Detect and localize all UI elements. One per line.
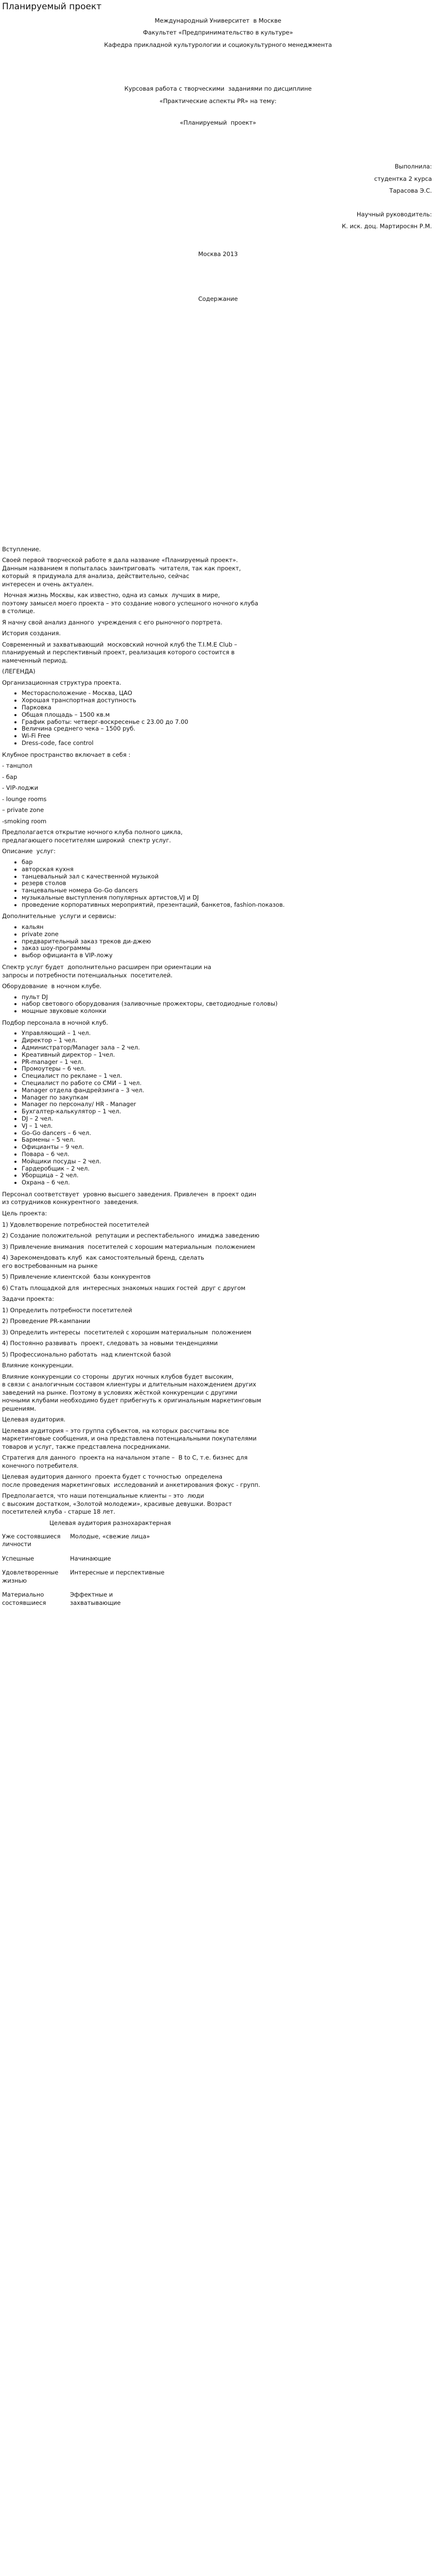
list-item: • Специалист по рекламе – 1 чел. xyxy=(22,1073,434,1080)
task-item: 1) Определить потребности посетителей xyxy=(2,1306,132,1314)
task-item: 4) Постоянно развивать проект, следовать за новыми тенденциями xyxy=(2,1340,218,1347)
space-item: - VIP-лоджи xyxy=(2,784,39,792)
goal-item: 6) Стать площадкой для интересных знакомых наших гостей друг с другом xyxy=(2,1284,246,1292)
table-row xyxy=(2,1566,218,1588)
goal-item: 4) Зарекомендовать клуб как самостоятельный бренд, сделать его востребованным на рынке xyxy=(2,1254,204,1269)
list-item: • пульт DJ xyxy=(22,994,434,1001)
list-item: • Wi-Fi Free xyxy=(22,733,434,740)
services-section xyxy=(2,848,434,908)
task-item: 5) Профессионально работать над клиентской базой xyxy=(2,1350,171,1358)
list-item: • Директор – 1 чел. xyxy=(22,1037,434,1044)
list-item: • Manager отдела фандрейзинга – 3 чел. xyxy=(22,1087,434,1094)
list-item: • PR-manager – 1 чел. xyxy=(22,1059,434,1066)
work-topic: «Планируемый проект» xyxy=(180,118,256,126)
intro-paragraph: Своей первой творческой работе я дала название «Планируемый проект». Данным названием я попыталась заинтриговать читателя, так как проект, который я придумала для анализа, действительно, сейчас интересен и очень актуален. xyxy=(2,556,241,588)
document-title: Планируемый проект xyxy=(2,2,102,12)
table-cell: Эффектные и захватывающие xyxy=(70,1591,121,1606)
contents-heading: Содержание xyxy=(198,295,238,303)
competitors-text: Влияние конкуренции со стороны других ночных клубов будет высоким, в связи с аналогичным составом клиентуры и длительным нахождением других заведений на рынке. Поэтому в условиях жёсткой конкуренции с другими ночными клубами необходимо будет прибегнуть к оригинальным маркетинговым решениям. xyxy=(2,1372,261,1412)
university-name: Международный Университет в Москве xyxy=(154,16,282,24)
goal-item: 1) Удовлетворение потребностей посетителей xyxy=(2,1221,149,1228)
list-item: • График работы: четверг-воскресенье с 23.00 до 7.00 xyxy=(22,719,434,726)
space-item: -smoking room xyxy=(2,817,47,825)
space-item: - танцпол xyxy=(2,762,32,770)
table-row xyxy=(2,1552,218,1566)
title-page xyxy=(2,17,434,258)
list-item: • Уборщица – 2 чел. xyxy=(22,1172,434,1179)
goal-item: 2) Создание положительной репутации и респектабельного имиджа заведению xyxy=(2,1232,259,1240)
intro-paragraph: Я начну свой анализ данного учреждения с его рыночного портрета. xyxy=(2,618,222,626)
intro-section xyxy=(2,546,434,627)
history-text: Современный и захватывающий московский ночной клуб the T.I.M.E Club – планируемый и перспективный проект, реализация которого состоится в намеченный период. xyxy=(2,640,237,664)
staff-list xyxy=(2,1030,434,1187)
extra-services-list xyxy=(2,924,434,959)
org-structure-list xyxy=(2,690,434,747)
goals-section xyxy=(2,1210,434,1292)
table-cell: Успешные xyxy=(2,1554,34,1562)
competitors-heading: Влияние конкуренции. xyxy=(2,1362,74,1369)
list-item: • Управляющий – 1 чел. xyxy=(22,1030,434,1037)
list-item: • Гардеробщик – 2 чел. xyxy=(22,1165,434,1173)
list-item: • Промоутеры – 6 чел. xyxy=(22,1065,434,1073)
audience-table-title: Целевая аудитория разнохарактерная xyxy=(49,1519,171,1527)
list-item: • танцевальный зал с качественной музыкой xyxy=(22,873,434,880)
list-item: • Официанты – 9 чел. xyxy=(22,1144,434,1151)
space-item: – private zone xyxy=(2,806,44,814)
list-item: • Manager по персоналу/ HR - Manager xyxy=(22,1101,434,1108)
staff-heading: Подбор персонала в ночной клуб. xyxy=(2,1019,108,1026)
services-heading: Описание услуг: xyxy=(2,848,56,855)
list-item: • заказ шоу-программы xyxy=(22,945,434,952)
table-cell: Молодые, «свежие лица» xyxy=(70,1532,150,1540)
list-item: • Мойщики посуды – 2 чел. xyxy=(22,1158,434,1165)
list-item: • Администратор/Manager зала – 2 чел. xyxy=(22,1044,434,1052)
services-list xyxy=(2,859,434,909)
supervisor-label: Научный руководитель: xyxy=(356,210,432,218)
list-item: • Повара – 6 чел. xyxy=(22,1151,434,1158)
audience-section xyxy=(2,1416,434,1610)
list-item: • резерв столов xyxy=(22,880,434,887)
list-item: • кальян xyxy=(22,924,434,931)
list-item: • private zone xyxy=(22,931,434,938)
audience-text: Предполагается, что наши потенциальные клиенты – это люди с высоким достатком, «Золотой молодежи», красивые девушки. Возраст посетителей клуба - старше 18 лет. xyxy=(2,1492,232,1516)
list-item: • DJ – 2 чел. xyxy=(22,1115,434,1123)
list-item: • бар xyxy=(22,859,434,866)
list-item: • Manager по закупкам xyxy=(22,1094,434,1101)
list-item: • Величина среднего чека – 1500 руб. xyxy=(22,725,434,733)
spectrum-note: Спектр услуг будет дополнительно расширен при ориентации на запросы и потребности потенциальных посетителей. xyxy=(2,963,212,979)
work-discipline: «Практические аспекты PR» на тему: xyxy=(159,97,277,105)
list-item: • Охрана – 6 чел. xyxy=(22,1179,434,1187)
list-item: • авторская кухня xyxy=(22,866,434,873)
space-item: - бар xyxy=(2,773,18,781)
list-item: • музыкальные выступления популярных артистов,VJ и DJ xyxy=(22,894,434,902)
list-item: • набор светового оборудования (заливочные прожекторы, светодиодные головы) xyxy=(22,1001,434,1008)
table-cell: Уже состоявшиеся личности xyxy=(2,1532,61,1548)
list-item: • Общая площадь – 1500 кв.м xyxy=(22,711,434,719)
table-cell: Начинающие xyxy=(70,1554,111,1562)
department-name: Кафедра прикладной культурологии и социокультурного менеджмента xyxy=(104,41,332,48)
space-note: Предполагается открытие ночного клуба полного цикла, предлагающего посетителям широкий спектр услуг. xyxy=(2,828,183,844)
org-structure-heading: Организационная структура проекта. xyxy=(2,679,121,686)
task-item: 3) Определить интересы посетителей с хорошим материальным положением xyxy=(2,1328,252,1336)
faculty-name: Факультет «Предпринимательство в культуре» xyxy=(143,29,293,37)
list-item: • Парковка xyxy=(22,704,434,711)
audience-table xyxy=(2,1530,218,1611)
extra-services-heading: Дополнительные услуги и сервисы: xyxy=(2,912,116,920)
list-item: • Бухгалтер-калькулятор – 1 чел. xyxy=(22,1108,434,1115)
document xyxy=(0,1,436,1610)
table-row xyxy=(2,1588,218,1610)
work-type: Курсовая работа с творческими заданиями по дисциплине xyxy=(124,85,312,93)
list-item: • Креативный директор – 1чел. xyxy=(22,1052,434,1059)
space-section xyxy=(2,751,434,845)
tasks-heading: Задачи проекта: xyxy=(2,1295,54,1303)
history-section xyxy=(2,630,434,676)
list-item: • VJ – 1 чел. xyxy=(22,1123,434,1130)
author-course: студентка 2 курса xyxy=(374,175,432,182)
goal-item: 5) Привлечение клиентской базы конкурентов xyxy=(2,1273,151,1281)
org-structure-section xyxy=(2,679,434,747)
staff-note: Персонал соответствует уровню высшего заведения. Привлечен в проект один из сотрудников конкурентного заведения. xyxy=(2,1190,256,1206)
tasks-section xyxy=(2,1295,434,1359)
space-heading: Клубное пространство включает в себя : xyxy=(2,751,131,758)
list-item: • Бармены – 5 чел. xyxy=(22,1137,434,1144)
list-item: • Go-Go dancers – 6 чел. xyxy=(22,1130,434,1137)
audience-text: Стратегия для данного проекта на начальном этапе – B to C, т.е. бизнес для конечного потребителя. xyxy=(2,1454,248,1469)
list-item: • предварительный заказ треков ди-джею xyxy=(22,938,434,945)
goals-heading: Цель проекта: xyxy=(2,1210,47,1217)
table-cell: Интересные и перспективные xyxy=(70,1569,165,1577)
equipment-section xyxy=(2,982,434,1015)
list-item: • мощные звуковые колонки xyxy=(22,1008,434,1015)
audience-heading: Целевая аудитория. xyxy=(2,1416,66,1423)
staff-section xyxy=(2,1019,434,1207)
table-cell: Удовлетворенные жизнью xyxy=(2,1569,59,1584)
equipment-heading: Оборудование в ночном клубе. xyxy=(2,982,102,990)
supervisor-name: К. иск. доц. Мартиросян Р.М. xyxy=(341,223,432,230)
list-item: • выбор официанта в VIP-ложу xyxy=(22,952,434,959)
goal-item: 3) Привлечение внимания посетителей с хорошим материальным положением xyxy=(2,1243,255,1250)
space-item: - lounge rooms xyxy=(2,795,47,803)
table-cell: Материально состоявшиеся xyxy=(2,1591,46,1606)
list-item: • Месторасположение - Москва, ЦАО xyxy=(22,690,434,697)
equipment-list xyxy=(2,994,434,1015)
list-item: • танцевальные номера Go-Go dancers xyxy=(22,887,434,894)
table-row xyxy=(2,1530,218,1552)
list-item: • проведение корпоративных мероприятий, презентаций, банкетов, fashion-показов. xyxy=(22,902,434,909)
history-heading: История создания. xyxy=(2,630,61,637)
list-item: • Специалист по работе со СМИ – 1 чел. xyxy=(22,1080,434,1087)
author-label: Выполнила: xyxy=(394,163,432,171)
history-legend: (ЛЕГЕНДА) xyxy=(2,668,36,675)
intro-paragraph: Ночная жизнь Москвы, как известно, одна из самых лучших в мире, поэтому замысел моего проекта – это создание нового успешного ночного клуба в столице. xyxy=(2,591,258,615)
list-item: • Хорошая транспортная доступность xyxy=(22,697,434,704)
task-item: 2) Проведение PR-кампании xyxy=(2,1317,91,1325)
city-year: Москва 2013 xyxy=(198,250,238,258)
audience-text: Целевая аудитория данного проекта будет с точностью определена после проведения маркетинговых исследований и анкетирования фокус - групп. xyxy=(2,1473,260,1488)
extra-services-section xyxy=(2,912,434,959)
audience-text: Целевая аудитория – это группа субъектов, на которых рассчитаны все маркетинговые сообщения, и она представлена потенциальными покупателями товаров и услуг, также представлена посредниками. xyxy=(2,1427,257,1450)
author-name: Тарасова Э.С. xyxy=(389,187,432,195)
intro-heading: Вступление. xyxy=(2,545,41,553)
list-item: • Dress-code, face control xyxy=(22,740,434,747)
competitors-section xyxy=(2,1362,434,1413)
